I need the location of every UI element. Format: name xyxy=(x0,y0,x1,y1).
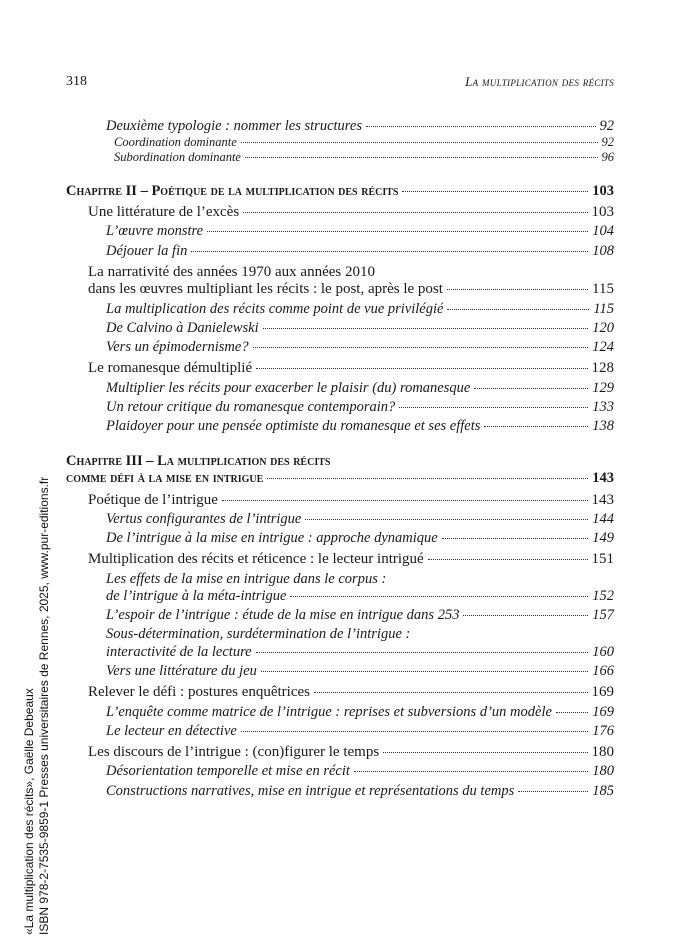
dot-leader xyxy=(253,347,589,348)
toc-entry xyxy=(66,223,614,240)
toc-entry-title: Le romanesque démultiplié xyxy=(88,360,253,377)
toc-entry-page: 152 xyxy=(592,588,614,605)
toc-entry-title-line: La narrativité des années 1970 aux années 2010 xyxy=(88,263,375,280)
toc-entry xyxy=(66,551,614,569)
toc-entry-title: Vers une littérature du jeu xyxy=(106,662,257,679)
toc-entry-row xyxy=(106,663,614,680)
toc-entry-title: de l’intrigue à la méta-intrigue xyxy=(106,588,287,605)
dot-leader xyxy=(256,652,589,653)
dot-leader xyxy=(447,289,588,290)
toc-entry-page: 176 xyxy=(592,722,614,739)
dot-leader xyxy=(191,251,588,252)
toc-entry-page: 138 xyxy=(592,418,614,435)
toc-entry xyxy=(66,183,614,200)
dot-leader xyxy=(402,191,588,192)
page-number: 318 xyxy=(66,74,87,89)
dot-leader xyxy=(442,538,589,539)
toc-entry-row xyxy=(106,607,614,624)
toc-entry-row xyxy=(106,118,614,135)
toc-entry xyxy=(66,135,614,150)
toc-entry-row xyxy=(66,183,614,200)
table-of-contents xyxy=(66,118,614,800)
toc-entry-page: 166 xyxy=(592,662,614,679)
toc-entry-row xyxy=(88,360,614,378)
toc-entry xyxy=(66,453,614,487)
toc-entry xyxy=(66,339,614,356)
dot-leader xyxy=(267,478,588,479)
dot-leader xyxy=(256,368,587,369)
toc-entry-page: 144 xyxy=(592,511,614,528)
toc-entry-row xyxy=(88,684,614,702)
toc-entry-page: 169 xyxy=(592,703,614,720)
toc-entry-title: L’œuvre monstre xyxy=(106,223,204,240)
dot-leader xyxy=(241,142,598,143)
toc-entry-row xyxy=(106,763,614,780)
toc-entry xyxy=(66,704,614,721)
toc-entry-page: 157 xyxy=(592,607,614,624)
toc-entry-title: Désorientation temporelle et mise en récit xyxy=(106,763,350,780)
toc-entry xyxy=(66,723,614,740)
dot-leader xyxy=(207,231,588,232)
dot-leader xyxy=(463,615,588,616)
toc-entry-page: 151 xyxy=(591,551,614,568)
toc-entry xyxy=(66,118,614,135)
dot-leader xyxy=(447,309,589,310)
toc-entry-title: Plaidoyer pour une pensée optimiste du romanesque et ses effets xyxy=(106,418,481,435)
toc-entry-title: Multiplier les récits pour exacerber le plaisir (du) romanesque xyxy=(106,380,471,397)
toc-entry-title: Les discours de l’intrigue : (con)figurer le temps xyxy=(88,743,380,760)
toc-entry xyxy=(66,783,614,800)
toc-entry-row xyxy=(106,380,614,397)
toc-entry-title: Vers un épimodernisme? xyxy=(106,339,249,356)
toc-entry-row xyxy=(88,551,614,569)
toc-entry-page: 124 xyxy=(592,339,614,356)
toc-entry-row xyxy=(106,783,614,800)
toc-entry-row xyxy=(114,150,614,165)
toc-entry xyxy=(66,320,614,337)
toc-entry-title-line: Chapitre III – La multiplication des récits xyxy=(66,453,331,470)
toc-entry-page: 115 xyxy=(593,301,614,317)
toc-entry-title: L’espoir de l’intrigue : étude de la mise en intrigue dans 253 xyxy=(106,607,460,624)
toc-entry xyxy=(66,663,614,680)
toc-entry-row xyxy=(106,320,614,337)
toc-entry-title: interactivité de la lecture xyxy=(106,643,252,660)
toc-entry-title: comme défi à la mise en intrigue xyxy=(66,470,264,487)
toc-entry xyxy=(66,380,614,397)
toc-entry-title: Constructions narratives, mise en intrigue et représentations du temps xyxy=(106,782,515,799)
toc-entry-title: Subordination dominante xyxy=(114,149,241,164)
dot-leader xyxy=(261,671,588,672)
toc-entry-page: 115 xyxy=(592,281,614,298)
dot-leader xyxy=(245,157,598,158)
toc-entry-row xyxy=(106,301,614,318)
toc-entry-row xyxy=(106,418,614,435)
toc-entry-title: Un retour critique du romanesque contemporain? xyxy=(106,399,396,416)
toc-entry-page: 180 xyxy=(592,763,614,780)
toc-entry xyxy=(66,607,614,624)
toc-entry-row xyxy=(106,644,614,661)
toc-entry xyxy=(66,492,614,510)
toc-entry-page: 185 xyxy=(592,782,614,799)
dot-leader xyxy=(354,771,588,772)
dot-leader xyxy=(290,596,588,597)
toc-entry xyxy=(66,684,614,702)
dot-leader xyxy=(305,519,588,520)
toc-entry-row xyxy=(106,243,614,260)
toc-entry-title-line: Les effets de la mise en intrigue dans le corpus : xyxy=(106,571,387,588)
toc-entry xyxy=(66,301,614,318)
toc-entry-page: 96 xyxy=(601,149,614,164)
toc-entry xyxy=(66,626,614,660)
toc-entry-row xyxy=(106,588,614,605)
toc-entry-row xyxy=(106,399,614,416)
toc-entry xyxy=(66,243,614,260)
toc-entry-title: Chapitre II – Poétique de la multiplication des récits xyxy=(66,182,399,199)
toc-entry xyxy=(66,360,614,378)
toc-entry-page: 92 xyxy=(601,135,614,150)
toc-entry-title: La multiplication des récits comme point de vue privilégié xyxy=(106,301,444,317)
dot-leader xyxy=(399,407,588,408)
toc-entry-title: Déjouer la fin xyxy=(106,242,188,259)
dot-leader xyxy=(241,731,588,732)
dot-leader xyxy=(474,388,588,389)
toc-entry xyxy=(66,763,614,780)
running-title: La multiplication des récits xyxy=(465,74,614,89)
toc-entry-page: 129 xyxy=(592,380,614,397)
toc-entry-page: 160 xyxy=(592,643,614,660)
toc-entry-title: De Calvino à Danielewski xyxy=(106,320,259,337)
toc-entry-row xyxy=(88,281,614,299)
dot-leader xyxy=(484,426,588,427)
toc-entry-row xyxy=(106,704,614,721)
side-note-line-1: «La multiplication des récits», Gaëlle Debeaux xyxy=(22,688,36,935)
toc-entry xyxy=(66,150,614,165)
copyright-side-note xyxy=(22,395,52,935)
toc-entry-title: Vertus configurantes de l’intrigue xyxy=(106,511,302,528)
toc-entry xyxy=(66,571,614,605)
dot-leader xyxy=(222,500,588,501)
toc-entry-page: 128 xyxy=(591,360,614,377)
toc-entry-row xyxy=(88,204,614,222)
toc-entry xyxy=(66,204,614,222)
toc-entry-title: Coordination dominante xyxy=(114,135,237,150)
toc-entry-row xyxy=(88,492,614,510)
toc-entry-page: 143 xyxy=(592,470,614,487)
toc-entry-title: L’enquête comme matrice de l’intrigue : reprises et subversions d’un modèle xyxy=(106,703,552,720)
toc-entry-title: Une littérature de l’excès xyxy=(88,203,240,220)
toc-entry-row xyxy=(106,530,614,547)
dot-leader xyxy=(314,692,588,693)
toc-entry-title: Multiplication des récits et réticence : le lecteur intrigué xyxy=(88,551,424,568)
toc-entry-page: 103 xyxy=(591,203,614,220)
toc-entry-page: 120 xyxy=(592,320,614,337)
toc-entry xyxy=(66,511,614,528)
dot-leader xyxy=(383,752,587,753)
toc-entry-title-line: Sous-détermination, surdétermination de l’intrigue : xyxy=(106,626,411,643)
toc-entry xyxy=(66,399,614,416)
toc-entry xyxy=(66,744,614,762)
toc-entry-title: Poétique de l’intrigue xyxy=(88,491,218,508)
dot-leader xyxy=(556,712,588,713)
dot-leader xyxy=(428,559,588,560)
toc-entry-row xyxy=(106,723,614,740)
toc-entry-page: 180 xyxy=(591,743,614,760)
toc-entry-title: Relever le défi : postures enquêtrices xyxy=(88,683,310,700)
toc-entry-row xyxy=(106,339,614,356)
toc-entry-row xyxy=(106,511,614,528)
toc-entry-page: 149 xyxy=(592,530,614,547)
toc-entry-page: 103 xyxy=(592,182,614,199)
toc-entry-page: 143 xyxy=(591,491,614,508)
toc-entry-row xyxy=(106,223,614,240)
dot-leader xyxy=(518,791,588,792)
toc-entry-title: De l’intrigue à la mise en intrigue : approche dynamique xyxy=(106,530,438,547)
toc-entry-page: 92 xyxy=(599,118,614,134)
toc-entry-row xyxy=(114,135,614,150)
toc-entry-title: dans les œuvres multipliant les récits : le post, après le post xyxy=(88,281,443,298)
toc-entry xyxy=(66,418,614,435)
toc-entry-page: 108 xyxy=(592,242,614,259)
side-note-line-2: ISBN 978-2-7535-9859-1 Presses universitaires de Rennes, 2025, www.pur-editions.fr xyxy=(37,476,51,935)
dot-leader xyxy=(263,328,589,329)
toc-entry-title: Le lecteur en détective xyxy=(106,722,237,739)
toc-entry-row xyxy=(66,470,614,487)
toc-entry-page: 133 xyxy=(592,399,614,416)
toc-entry-page: 104 xyxy=(592,223,614,240)
toc-entry xyxy=(66,264,614,299)
toc-entry-title: Deuxième typologie : nommer les structures xyxy=(106,118,362,134)
dot-leader xyxy=(366,126,596,127)
toc-entry-page: 169 xyxy=(591,683,614,700)
toc-entry xyxy=(66,530,614,547)
dot-leader xyxy=(243,212,587,213)
toc-entry-row xyxy=(88,744,614,762)
